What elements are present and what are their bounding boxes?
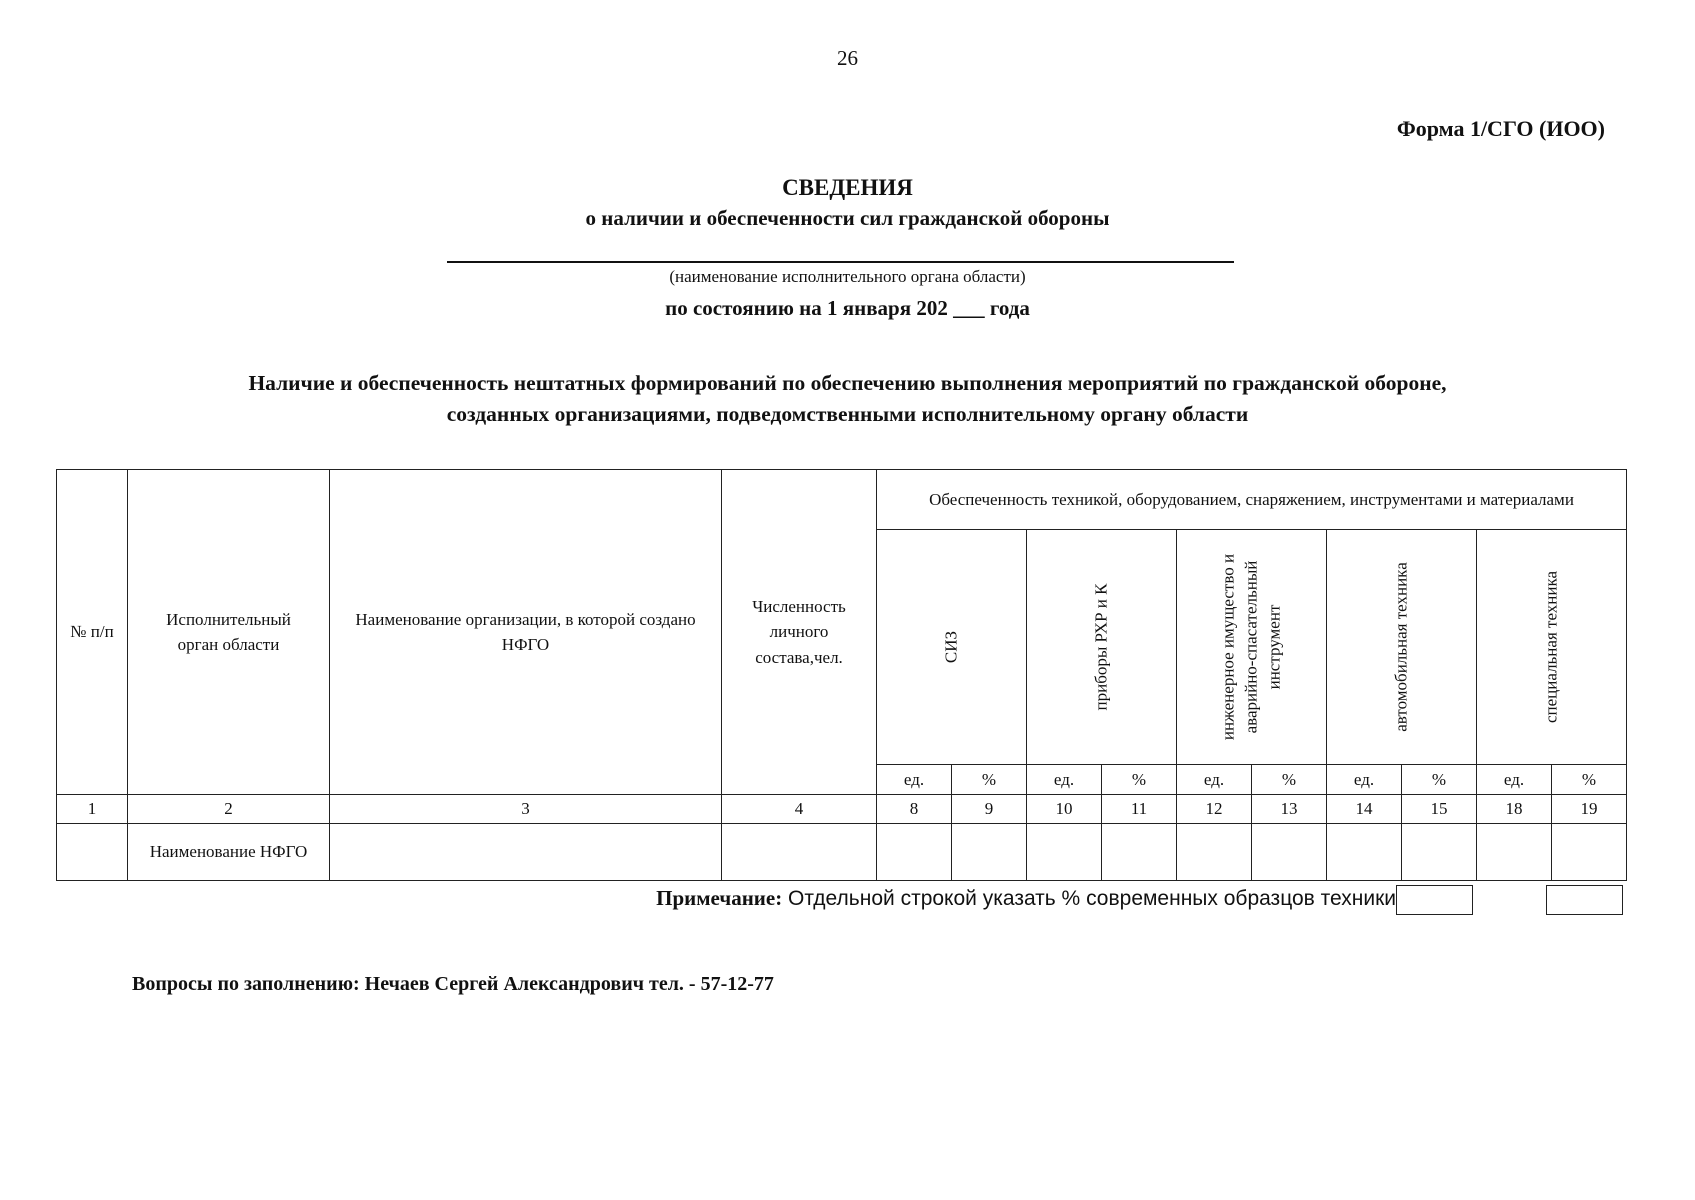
row-value-cell[interactable] [1177,824,1252,881]
table-heading-line-2: созданных организациями, подведомственными исполнительному органу области [446,402,1249,426]
header-group-special [1477,530,1627,765]
column-number: 19 [1552,795,1627,824]
header-group-engineering-line-2: аварийно-спасательный [1241,560,1261,734]
header-percent: % [1252,765,1327,795]
row-value-cell[interactable] [952,824,1027,881]
note-text: Отдельной строкой указать % современных образцов техники [782,887,1396,910]
row-value-cell[interactable] [877,824,952,881]
header-unit: ед. [1027,765,1102,795]
modern-special-percent-box[interactable] [1546,885,1623,915]
column-number: 4 [722,795,877,824]
form-code: Форма 1/СГО (ИОО) [1396,116,1605,141]
header-group-ppe-label: СИЗ [941,630,961,664]
column-number: 18 [1477,795,1552,824]
header-group-engineering-label [1217,554,1286,740]
header-percent: % [1102,765,1177,795]
page-number: 26 [837,46,858,70]
header-group-vehicles [1327,530,1477,765]
as-of-date: по состоянию на 1 января 202 ___ года [665,296,1030,320]
row-value-cell[interactable] [1327,824,1402,881]
row-num-cell[interactable] [57,824,128,881]
column-number: 3 [330,795,722,824]
column-number: 13 [1252,795,1327,824]
header-provision: Обеспеченность техникой, оборудованием, снаряжением, инструментами и материалами [877,470,1627,530]
header-num: № п/п [57,470,128,795]
modern-vehicles-percent-box[interactable] [1396,885,1473,915]
organ-name-fill-line[interactable] [447,261,1234,263]
header-group-rchr-label: приборы РХР и К [1091,583,1111,711]
header-group-ppe [877,530,1027,765]
row-staff-cell[interactable] [722,824,877,881]
note [656,886,1396,911]
row-value-cell[interactable] [1552,824,1627,881]
row-value-cell[interactable] [1252,824,1327,881]
row-value-cell[interactable] [1102,824,1177,881]
column-number: 10 [1027,795,1102,824]
provision-table [56,469,1627,881]
column-number: 1 [57,795,128,824]
column-number: 8 [877,795,952,824]
row-value-cell[interactable] [1477,824,1552,881]
header-organ: Исполнительный орган области [128,470,330,795]
header-staff: Численность личного состава,чел. [722,470,877,795]
header-unit: ед. [877,765,952,795]
table-row [57,824,1627,881]
header-group-engineering [1177,530,1327,765]
row-org-name-cell[interactable] [330,824,722,881]
column-number: 15 [1402,795,1477,824]
table-heading [120,368,1575,430]
header-org-name: Наименование организации, в которой создано НФГО [330,470,722,795]
document-title: СВЕДЕНИЯ [782,175,913,200]
contact-info: Вопросы по заполнению: Нечаев Сергей Александрович тел. - 57-12-77 [132,973,774,995]
row-value-cell[interactable] [1027,824,1102,881]
organ-name-hint: (наименование исполнительного органа области) [669,267,1026,286]
header-percent: % [952,765,1027,795]
column-number: 11 [1102,795,1177,824]
header-group-rchr [1027,530,1177,765]
header-percent: % [1402,765,1477,795]
header-percent: % [1552,765,1627,795]
header-group-engineering-line-3: инструмент [1263,604,1283,690]
header-group-engineering-line-1: инженерное имущество и [1218,553,1238,741]
table-heading-line-1: Наличие и обеспеченность нештатных формирований по обеспечению выполнения мероприятий по гражданской обороне, [248,371,1447,395]
column-number: 2 [128,795,330,824]
row-nfgo-name-cell[interactable]: Наименование НФГО [128,824,330,881]
column-number: 12 [1177,795,1252,824]
document-subtitle: о наличии и обеспеченности сил гражданской обороны [585,206,1110,230]
header-unit: ед. [1477,765,1552,795]
header-group-special-label: специальная техника [1541,570,1561,724]
header-unit: ед. [1327,765,1402,795]
header-unit: ед. [1177,765,1252,795]
note-label: Примечание: [656,886,783,910]
column-number: 14 [1327,795,1402,824]
header-group-vehicles-label: автомобильная техника [1391,562,1411,732]
column-number: 9 [952,795,1027,824]
row-value-cell[interactable] [1402,824,1477,881]
